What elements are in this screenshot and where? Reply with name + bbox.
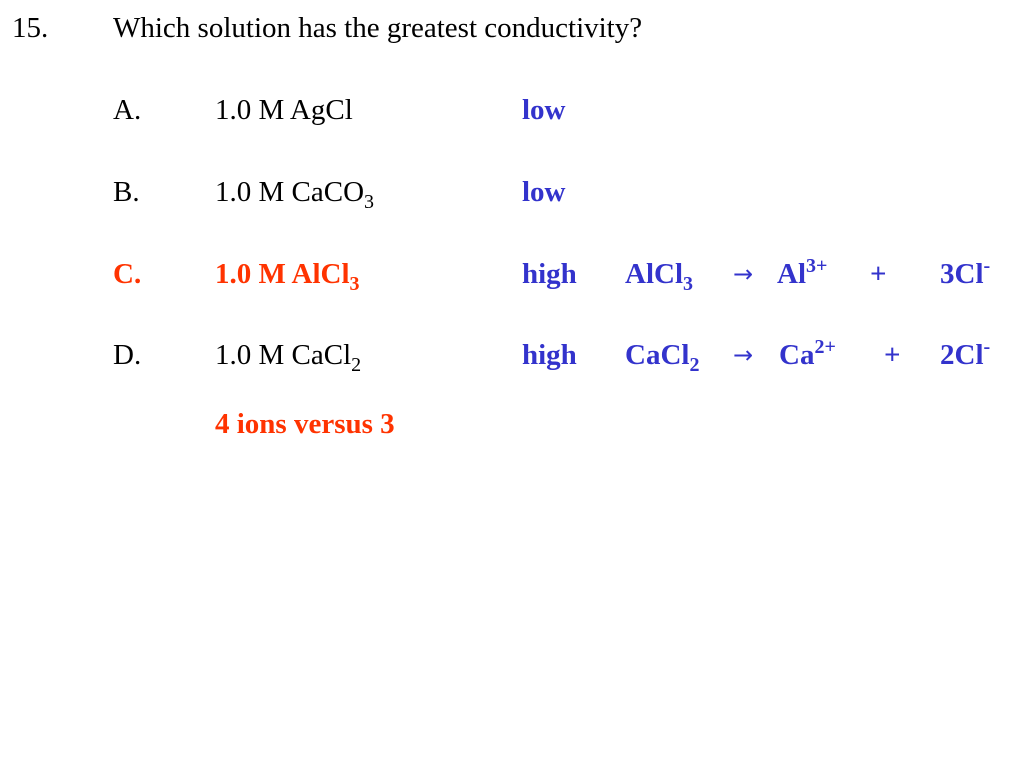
option-c-equation-cation [777,255,828,290]
option-a-formula [215,96,353,125]
option-c-reactant-text: AlCl [625,258,683,290]
option-b-formula-subscript: 3 [364,191,375,213]
option-b-formula [215,176,375,213]
question-number: 15. [12,12,49,44]
option-c-equation-anion [940,255,991,290]
option-c-equation-plus: + [870,258,887,290]
option-b-rating: low [522,176,566,208]
option-d-formula [215,339,362,376]
option-c-reactant-subscript: 3 [683,273,693,295]
option-d-cation-charge: 2+ [814,336,836,358]
option-c-reaction-arrow: → [733,260,754,288]
option-d-equation-cation [779,336,836,371]
option-b-letter: B. [113,176,140,208]
option-d-equation-reactant [625,339,700,376]
explanation-note: 4 ions versus 3 [215,408,395,440]
option-d-formula-text: 1.0 M CaCl [215,339,352,371]
option-c-letter: C. [113,258,142,290]
option-d-reactant-text: CaCl [625,339,690,371]
option-c-formula [215,258,360,295]
option-c-cation-text: Al [777,258,806,290]
option-d-reaction-arrow: → [733,341,754,369]
option-c-rating: high [522,258,577,290]
option-d-anion-text: 2Cl [940,339,984,371]
option-d-formula-subscript: 2 [351,354,362,376]
option-c-anion-text: 3Cl [940,258,984,290]
option-a-rating: low [522,94,566,126]
option-c-formula-text: 1.0 M AlCl [215,258,350,290]
option-c-anion-charge: - [983,255,991,277]
option-d-cation-text: Ca [779,339,815,371]
option-a-formula-text: 1.0 M AgCl [215,94,353,126]
option-d-rating: high [522,339,577,371]
option-c-cation-charge: 3+ [806,255,828,277]
option-a-letter: A. [113,94,142,126]
option-d-equation-anion [940,336,991,371]
option-d-anion-charge: - [983,336,991,358]
option-c-formula-subscript: 3 [349,273,360,295]
question-text: Which solution has the greatest conductivity? [113,12,643,44]
option-d-letter: D. [113,339,142,371]
option-d-reactant-subscript: 2 [689,354,700,376]
option-b-formula-text: 1.0 M CaCO [215,176,365,208]
option-c-equation-reactant [625,258,693,295]
option-d-equation-plus: + [884,339,901,371]
